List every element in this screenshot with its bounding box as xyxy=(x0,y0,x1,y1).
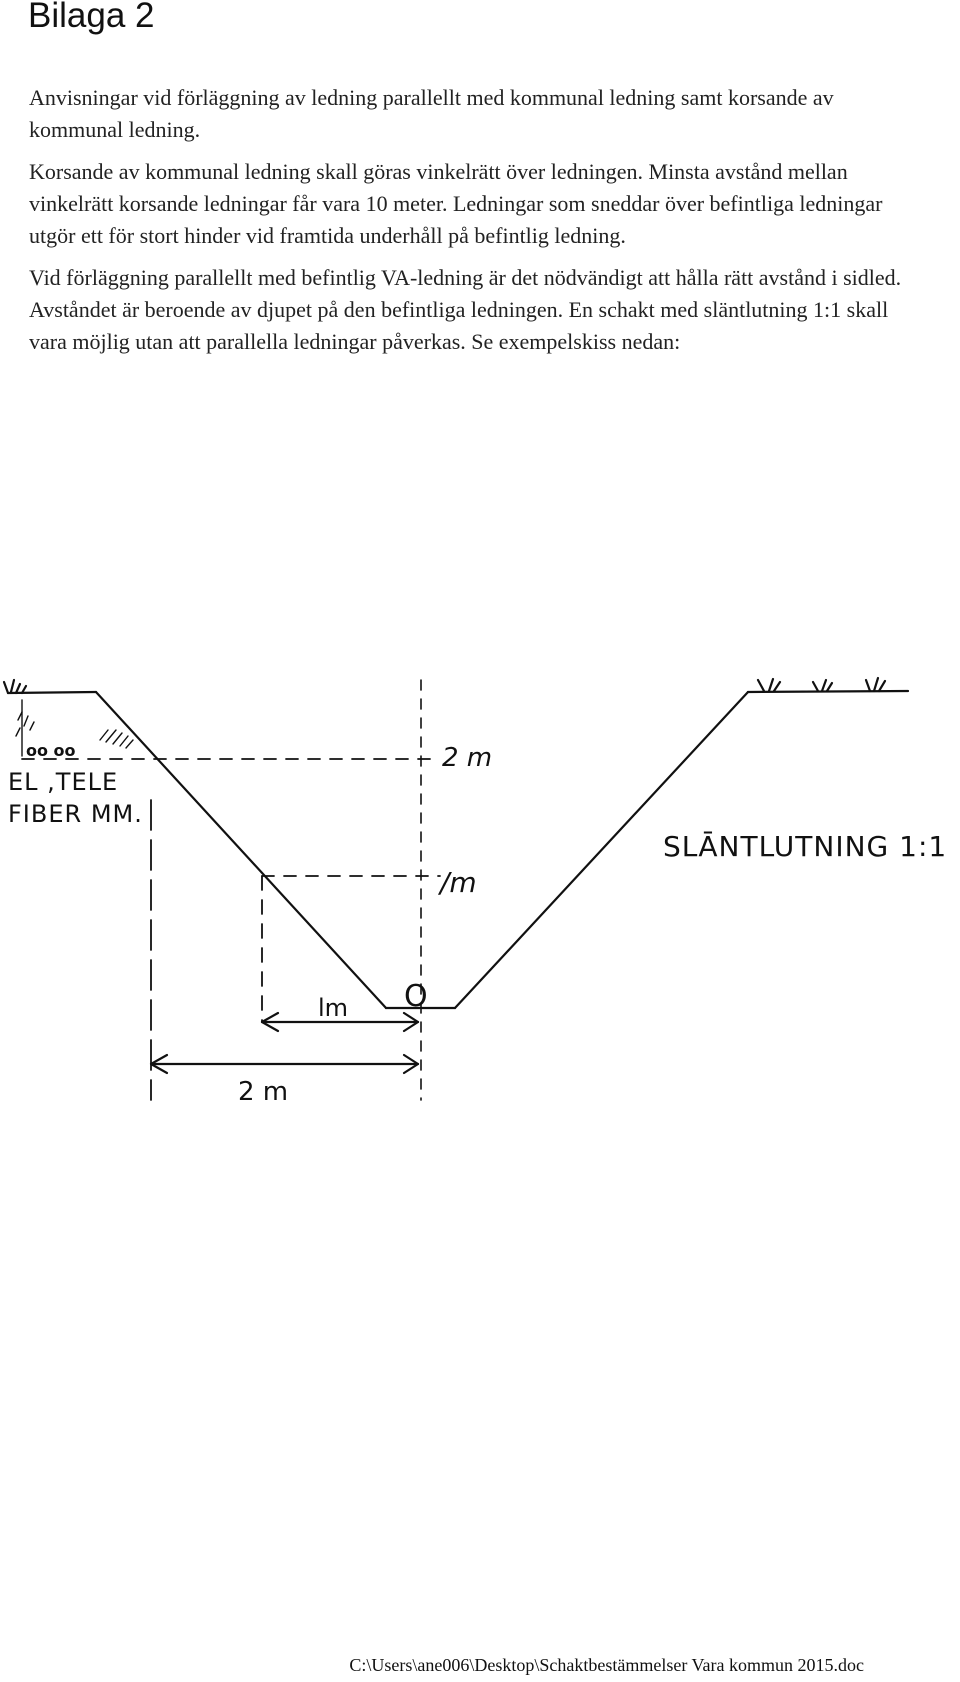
left-slope-line xyxy=(96,692,386,1008)
width-1m-label: lm xyxy=(318,994,349,1022)
cables-label-line1: EL ,TELE xyxy=(8,768,119,796)
depth-1m-label: /m xyxy=(440,866,477,899)
footer-file-path: C:\Users\ane006\Desktop\Schaktbestämmelser Vara kommun 2015.doc xyxy=(349,1655,864,1675)
grass-right-1-icon xyxy=(758,679,780,691)
trench-sketch xyxy=(0,660,960,1120)
crossing-paragraph: Korsande av kommunal ledning skall göras vinkelrätt över ledningen. Minsta avstånd mellan vinkelrätt korsande ledningar får vara 10 meter. Ledningar som sneddar över befintliga ledningar utgör ett för stort hinder vid framtida underhåll på befintlig ledning. xyxy=(29,159,883,248)
page-title: Bilaga 2 xyxy=(28,0,155,35)
intro-paragraph: Anvisningar vid förläggning av ledning parallellt med kommunal ledning samt korsande av kommunal ledning. xyxy=(29,85,834,142)
cables-label-line2: FIBER MM. xyxy=(8,800,143,828)
depth-2m-label: 2 m xyxy=(442,743,493,773)
slope-label: SLĀNTLUTNING 1:1 xyxy=(663,830,948,863)
pipe-symbol: O xyxy=(404,979,428,1014)
parallel-paragraph: Vid förläggning parallellt med befintlig VA-ledning är det nödvändigt att hålla rätt avstånd i sidled. Avståndet är beroende av djupet på den befintliga ledningen. En schakt med släntlutning 1:1 skall vara möjlig utan att parallella ledningar påverkas. Se exempelskiss nedan: xyxy=(29,265,902,354)
width-2m-label: 2 m xyxy=(238,1077,289,1107)
cable-symbols: oo oo xyxy=(26,741,76,760)
grass-right-3-icon xyxy=(866,678,885,691)
grass-left-icon xyxy=(4,680,26,693)
grass-right-2-icon xyxy=(813,680,832,691)
document-body xyxy=(29,82,929,368)
